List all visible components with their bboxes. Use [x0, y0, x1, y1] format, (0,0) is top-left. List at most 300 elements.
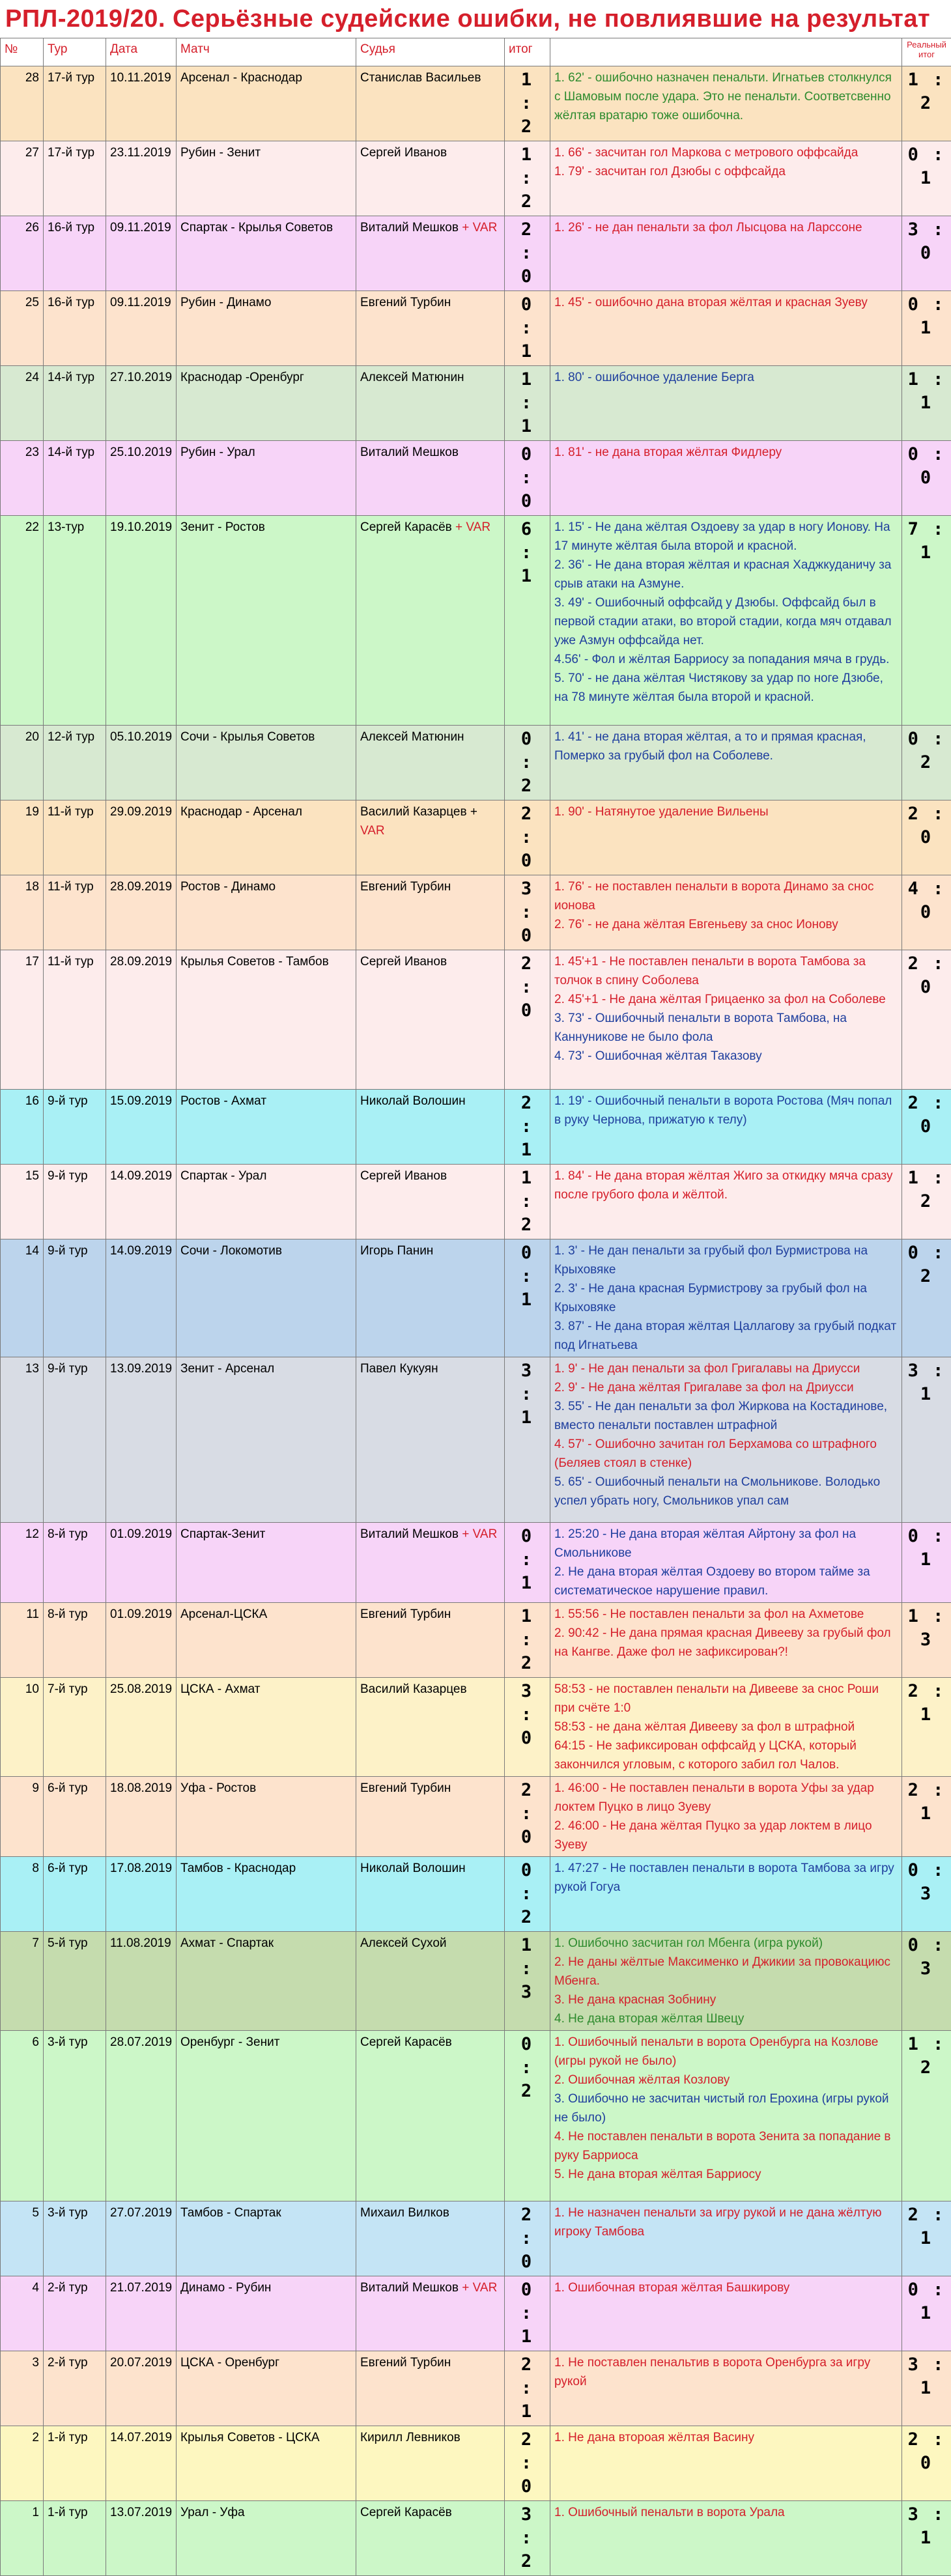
- referee-name: Николай Волошин: [360, 1094, 466, 1108]
- referee-name: Алексей Матюнин: [360, 371, 464, 384]
- description-line: 58:53 - не поставлен пенальти на Дивееве за снос Роши при счёте 1:0: [554, 1680, 898, 1718]
- row-result: 1 : 2: [505, 66, 550, 141]
- row-number: 1: [1, 2501, 44, 2576]
- header-date: Дата: [106, 38, 177, 66]
- row-date: 27.10.2019: [106, 366, 177, 441]
- var-badge: VAR: [360, 824, 385, 838]
- row-round: 9-й тур: [44, 1357, 106, 1523]
- errors-table: [0, 38, 951, 2576]
- row-result: 2 : 0: [505, 216, 550, 291]
- row-number: 17: [1, 950, 44, 1090]
- row-date: 25.10.2019: [106, 441, 177, 516]
- row-round: 9-й тур: [44, 1239, 106, 1357]
- row-match: Ростов - Ахмат: [177, 1090, 356, 1165]
- row-description: [550, 366, 902, 441]
- row-referee: [356, 800, 505, 875]
- description-line: 2. 3' - Не дана красная Бурмистрову за грубый фол на Крыховяке: [554, 1279, 898, 1317]
- description-line: 1. 90' - Натянутое удаление Вильены: [554, 802, 898, 821]
- row-number: 19: [1, 800, 44, 875]
- row-referee: [356, 1357, 505, 1523]
- page-title: РПЛ-2019/20. Серьёзные судейские ошибки, не повлиявшие на результат: [0, 0, 951, 38]
- row-date: 01.09.2019: [106, 1603, 177, 1678]
- row-match: ЦСКА - Ахмат: [177, 1678, 356, 1777]
- row-referee: [356, 1165, 505, 1239]
- description-line: 1. 81' - не дана вторая жёлтая Фидлеру: [554, 443, 898, 462]
- row-date: 05.10.2019: [106, 726, 177, 800]
- row-match: Спартак - Крылья Советов: [177, 216, 356, 291]
- description-line: 1. 25:20 - Не дана вторая жёлтая Айртону за фол на Смольникове: [554, 1525, 898, 1563]
- row-description: [550, 1603, 902, 1678]
- row-match: Тамбов - Краснодар: [177, 1857, 356, 1932]
- row-real-result: 0 : 2: [902, 726, 951, 800]
- row-round: 13-тур: [44, 516, 106, 726]
- row-description: [550, 1357, 902, 1523]
- row-match: Ахмат - Спартак: [177, 1932, 356, 2031]
- description-line: 1. 3' - Не дан пенальти за грубый фол Бурмистрова на Крыховяке: [554, 1241, 898, 1279]
- description-line: 2. 36' - Не дана вторая жёлтая и красная Хаджкуданичу за срыв атаки на Азмуне.: [554, 556, 898, 593]
- row-description: [550, 141, 902, 216]
- row-match: Зенит - Арсенал: [177, 1357, 356, 1523]
- referee-name: Евгений Турбин: [360, 1781, 451, 1795]
- row-number: 6: [1, 2031, 44, 2201]
- row-referee: [356, 141, 505, 216]
- referee-name: Евгений Турбин: [360, 2356, 451, 2370]
- row-match: Урал - Уфа: [177, 2501, 356, 2576]
- row-number: 2: [1, 2426, 44, 2501]
- description-line: 1. Ошибочно засчитан гол Мбенга (игра рукой): [554, 1934, 898, 1953]
- row-referee: [356, 1239, 505, 1357]
- row-date: 28.09.2019: [106, 950, 177, 1090]
- row-date: 27.07.2019: [106, 2201, 177, 2276]
- row-number: 13: [1, 1357, 44, 1523]
- row-date: 13.07.2019: [106, 2501, 177, 2576]
- row-date: 28.07.2019: [106, 2031, 177, 2201]
- row-real-result: 1 : 3: [902, 1603, 951, 1678]
- row-referee: [356, 1678, 505, 1777]
- row-number: 3: [1, 2351, 44, 2426]
- description-line: 3. Ошибочно не засчитан чистый гол Ерохина (игры рукой не было): [554, 2089, 898, 2127]
- row-description: [550, 2426, 902, 2501]
- header-result: итог: [505, 38, 550, 66]
- row-description: [550, 66, 902, 141]
- header-num: №: [1, 38, 44, 66]
- row-referee: [356, 2031, 505, 2201]
- referee-name: Сергей Карасёв: [360, 2506, 452, 2519]
- row-real-result: 0 : 2: [902, 1239, 951, 1357]
- referee-name: Игорь Панин: [360, 1244, 433, 1258]
- description-line: 5. Не дана вторая жёлтая Барриосу: [554, 2165, 898, 2184]
- table-row: [1, 2501, 951, 2576]
- row-number: 14: [1, 1239, 44, 1357]
- row-match: Оренбург - Зенит: [177, 2031, 356, 2201]
- description-line: 1. Ошибочная вторая жёлтая Башкирову: [554, 2278, 898, 2297]
- row-date: 23.11.2019: [106, 141, 177, 216]
- row-date: 13.09.2019: [106, 1357, 177, 1523]
- description-line: 2. Не даны жёлтые Максименко и Джикии за провокациюс Мбенга.: [554, 1953, 898, 1990]
- table-row: [1, 1678, 951, 1777]
- description-line: 1. 45' - ошибочно дана вторая жёлтая и красная Зуеву: [554, 293, 898, 312]
- row-date: 09.11.2019: [106, 291, 177, 366]
- row-result: 0 : 1: [505, 291, 550, 366]
- header-description: [550, 38, 902, 66]
- row-real-result: 3 : 1: [902, 1357, 951, 1523]
- description-line: 1. Не поставлен пенальтив в ворота Оренбурга за игру рукой: [554, 2353, 898, 2391]
- row-real-result: 2 : 1: [902, 1678, 951, 1777]
- description-line: 1. Ошибочный пенальти в ворота Урала: [554, 2503, 898, 2522]
- row-real-result: 1 : 2: [902, 2031, 951, 2201]
- row-result: 1 : 2: [505, 1165, 550, 1239]
- row-match: Арсенал - Краснодар: [177, 66, 356, 141]
- row-referee: [356, 2276, 505, 2351]
- row-number: 12: [1, 1523, 44, 1603]
- referee-name: Василий Казарцев: [360, 1682, 467, 1696]
- row-referee: [356, 1523, 505, 1603]
- row-result: 3 : 1: [505, 1357, 550, 1523]
- row-referee: [356, 1857, 505, 1932]
- description-line: 1. 15' - Не дана жёлтая Оздоеву за удар в ногу Ионову. На 17 минуте жёлтая была второй и красной.: [554, 518, 898, 556]
- table-row: [1, 2201, 951, 2276]
- row-date: 28.09.2019: [106, 875, 177, 950]
- description-line: 4. 57' - Ошибочно зачитан гол Берхамова со штрафного (Беляев стоял в стенке): [554, 1435, 898, 1473]
- row-match: Крылья Советов - ЦСКА: [177, 2426, 356, 2501]
- row-round: 14-й тур: [44, 441, 106, 516]
- row-real-result: 2 : 0: [902, 1090, 951, 1165]
- description-line: 2. 9' - Не дана жёлтая Григалаве за фол на Дриусси: [554, 1378, 898, 1397]
- row-round: 14-й тур: [44, 366, 106, 441]
- row-match: Сочи - Крылья Советов: [177, 726, 356, 800]
- row-description: [550, 2276, 902, 2351]
- row-result: 2 : 1: [505, 2351, 550, 2426]
- row-result: 3 : 2: [505, 2501, 550, 2576]
- row-number: 26: [1, 216, 44, 291]
- table-row: [1, 875, 951, 950]
- row-referee: [356, 216, 505, 291]
- row-description: [550, 1523, 902, 1603]
- table-row: [1, 2426, 951, 2501]
- row-result: 0 : 1: [505, 1239, 550, 1357]
- row-date: 20.07.2019: [106, 2351, 177, 2426]
- referee-name: Виталий Мешков: [360, 221, 459, 234]
- row-result: 2 : 0: [505, 2201, 550, 2276]
- row-real-result: 1 : 1: [902, 366, 951, 441]
- row-description: [550, 1239, 902, 1357]
- referee-name: Евгений Турбин: [360, 880, 451, 894]
- description-line: 2. 90:42 - Не дана прямая красная Дивееву за грубый фол на Кангве. Даже фол не зафиксирован?!: [554, 1624, 898, 1662]
- description-line: 1. 62' - ошибочно назначен пенальти. Игнатьев столкнулся с Шамовым после удара. Это не пенальти. Соответсвенно жёлтая вратарю тоже ошибочна.: [554, 68, 898, 125]
- row-round: 1-й тур: [44, 2426, 106, 2501]
- row-real-result: 3 : 0: [902, 216, 951, 291]
- row-referee: [356, 2426, 505, 2501]
- row-round: 9-й тур: [44, 1165, 106, 1239]
- referee-name: Евгений Турбин: [360, 296, 451, 309]
- row-real-result: 1 : 2: [902, 66, 951, 141]
- description-line: 5. 65' - Ошибочный пенальти на Смольникове. Володько успел убрать ногу, Смольников упал сам: [554, 1473, 898, 1510]
- row-date: 10.11.2019: [106, 66, 177, 141]
- description-line: 1. 79' - засчитан гол Дзюбы с оффсайда: [554, 162, 898, 181]
- description-line: 1. 26' - не дан пенальти за фол Лысцова на Ларссоне: [554, 218, 898, 237]
- row-referee: [356, 1090, 505, 1165]
- row-number: 23: [1, 441, 44, 516]
- row-round: 7-й тур: [44, 1678, 106, 1777]
- row-date: 14.09.2019: [106, 1165, 177, 1239]
- table-row: [1, 1932, 951, 2031]
- description-line: 58:53 - не дана жёлтая Дивееву за фол в штрафной: [554, 1718, 898, 1736]
- row-real-result: 0 : 1: [902, 141, 951, 216]
- row-number: 18: [1, 875, 44, 950]
- table-row: [1, 2351, 951, 2426]
- table-header-row: [1, 38, 951, 66]
- row-description: [550, 2201, 902, 2276]
- row-real-result: 3 : 1: [902, 2351, 951, 2426]
- row-match: Краснодар - Арсенал: [177, 800, 356, 875]
- description-line: 2. 76' - не дана жёлтая Евгеньеву за снос Ионову: [554, 915, 898, 934]
- row-result: 3 : 0: [505, 875, 550, 950]
- row-result: 2 : 0: [505, 1777, 550, 1857]
- var-badge: + VAR: [462, 1527, 497, 1541]
- row-match: Зенит - Ростов: [177, 516, 356, 726]
- row-description: [550, 726, 902, 800]
- row-referee: [356, 726, 505, 800]
- table-row: [1, 291, 951, 366]
- row-round: 12-й тур: [44, 726, 106, 800]
- description-line: 3. 87' - Не дана вторая жёлтая Цаллагову за грубый подкат под Игнатьева: [554, 1317, 898, 1355]
- row-number: 9: [1, 1777, 44, 1857]
- description-line: 1. 80' - ошибочное удаление Берга: [554, 368, 898, 387]
- row-result: 2 : 0: [505, 800, 550, 875]
- var-badge: + VAR: [455, 520, 490, 534]
- row-round: 6-й тур: [44, 1857, 106, 1932]
- referee-name: Виталий Мешков: [360, 1527, 459, 1541]
- table-row: [1, 1523, 951, 1603]
- description-line: 5. 70' - не дана жёлтая Чистякову за удар по ноге Дзюбе, на 78 минуте жёлтая была второй и красной.: [554, 669, 898, 707]
- row-number: 24: [1, 366, 44, 441]
- table-row: [1, 441, 951, 516]
- row-number: 7: [1, 1932, 44, 2031]
- row-match: Ростов - Динамо: [177, 875, 356, 950]
- description-line: 1. 9' - Не дан пенальти за фол Григалавы на Дриусси: [554, 1359, 898, 1378]
- referee-name: Павел Кукуян: [360, 1362, 438, 1376]
- row-round: 11-й тур: [44, 950, 106, 1090]
- row-description: [550, 875, 902, 950]
- row-date: 15.09.2019: [106, 1090, 177, 1165]
- table-row: [1, 950, 951, 1090]
- row-description: [550, 291, 902, 366]
- description-line: 2. 45'+1 - Не дана жёлтая Грицаенко за фол на Соболеве: [554, 990, 898, 1009]
- row-real-result: 3 : 1: [902, 2501, 951, 2576]
- row-result: 3 : 0: [505, 1678, 550, 1777]
- row-referee: [356, 441, 505, 516]
- row-referee: [356, 950, 505, 1090]
- row-date: 09.11.2019: [106, 216, 177, 291]
- table-row: [1, 1357, 951, 1523]
- row-number: 22: [1, 516, 44, 726]
- row-date: 29.09.2019: [106, 800, 177, 875]
- table-row: [1, 2031, 951, 2201]
- row-description: [550, 800, 902, 875]
- referee-name: Сергей Иванов: [360, 955, 447, 969]
- row-number: 15: [1, 1165, 44, 1239]
- row-referee: [356, 366, 505, 441]
- row-referee: [356, 66, 505, 141]
- row-date: 14.07.2019: [106, 2426, 177, 2501]
- row-referee: [356, 2201, 505, 2276]
- var-badge: + VAR: [462, 221, 497, 234]
- description-line: 4.56' - Фол и жёлтая Барриосу за попадания мяча в грудь.: [554, 650, 898, 669]
- table-row: [1, 1239, 951, 1357]
- row-number: 28: [1, 66, 44, 141]
- row-result: 6 : 1: [505, 516, 550, 726]
- description-line: 1. 41' - не дана вторая жёлтая, а то и прямая красная, Померко за грубый фол на Соболеве.: [554, 728, 898, 765]
- table-row: [1, 800, 951, 875]
- row-number: 11: [1, 1603, 44, 1678]
- row-number: 4: [1, 2276, 44, 2351]
- row-match: Рубин - Динамо: [177, 291, 356, 366]
- row-round: 2-й тур: [44, 2351, 106, 2426]
- row-date: 18.08.2019: [106, 1777, 177, 1857]
- row-round: 17-й тур: [44, 66, 106, 141]
- row-match: Арсенал-ЦСКА: [177, 1603, 356, 1678]
- table-row: [1, 1777, 951, 1857]
- table-row: [1, 216, 951, 291]
- description-line: 1. 76' - не поставлен пенальти в ворота Динамо за снос ионова: [554, 877, 898, 915]
- referee-name: Сергей Иванов: [360, 146, 447, 160]
- row-real-result: 0 : 0: [902, 441, 951, 516]
- referee-name: Виталий Мешков: [360, 2281, 459, 2295]
- description-line: 2. 46:00 - Не дана жёлтая Пуцко за удар локтем в лицо Зуеву: [554, 1817, 898, 1854]
- row-result: 0 : 2: [505, 726, 550, 800]
- table-row: [1, 1165, 951, 1239]
- row-round: 3-й тур: [44, 2201, 106, 2276]
- row-match: Спартак-Зенит: [177, 1523, 356, 1603]
- row-description: [550, 1165, 902, 1239]
- row-real-result: 7 : 1: [902, 516, 951, 726]
- referee-name: Алексей Сухой: [360, 1936, 447, 1950]
- row-result: 0 : 0: [505, 441, 550, 516]
- row-description: [550, 2501, 902, 2576]
- row-number: 25: [1, 291, 44, 366]
- row-real-result: 2 : 0: [902, 2426, 951, 2501]
- row-round: 6-й тур: [44, 1777, 106, 1857]
- row-referee: [356, 2351, 505, 2426]
- row-round: 17-й тур: [44, 141, 106, 216]
- row-date: 17.08.2019: [106, 1857, 177, 1932]
- row-round: 5-й тур: [44, 1932, 106, 2031]
- referee-name: Алексей Матюнин: [360, 730, 464, 744]
- row-round: 9-й тур: [44, 1090, 106, 1165]
- table-body: [1, 66, 951, 2576]
- description-line: 1. Не дана второая жёлтая Васину: [554, 2428, 898, 2447]
- row-date: 14.09.2019: [106, 1239, 177, 1357]
- row-description: [550, 950, 902, 1090]
- description-line: 1. 45'+1 - Не поставлен пенальти в ворота Тамбова за толчок в спину Соболева: [554, 952, 898, 990]
- row-description: [550, 516, 902, 726]
- row-round: 8-й тур: [44, 1523, 106, 1603]
- row-date: 01.09.2019: [106, 1523, 177, 1603]
- description-line: 4. Не поставлен пенальти в ворота Зенита за попадание в руку Барриоса: [554, 2127, 898, 2165]
- row-round: 16-й тур: [44, 291, 106, 366]
- row-round: 16-й тур: [44, 216, 106, 291]
- row-match: Тамбов - Спартак: [177, 2201, 356, 2276]
- row-match: Сочи - Локомотив: [177, 1239, 356, 1357]
- row-real-result: 2 : 1: [902, 2201, 951, 2276]
- row-match: Крылья Советов - Тамбов: [177, 950, 356, 1090]
- description-line: 3. Не дана красная Зобнину: [554, 1990, 898, 2009]
- row-result: 2 : 0: [505, 2426, 550, 2501]
- description-line: 1. 84' - Не дана вторая жёлтая Жиго за откидку мяча сразу после грубого фола и жёлтой.: [554, 1167, 898, 1204]
- row-result: 1 : 1: [505, 366, 550, 441]
- description-line: 3. 73' - Ошибочный пенальти в ворота Тамбова, на Каннуникове не было фола: [554, 1009, 898, 1047]
- description-line: 4. 73' - Ошибочная жёлтая Таказову: [554, 1047, 898, 1066]
- referee-name: Сергей Карасёв: [360, 2035, 452, 2049]
- row-round: 8-й тур: [44, 1603, 106, 1678]
- description-line: 64:15 - Не зафиксирован оффсайд у ЦСКА, который закончился угловым, с которого забил гол Чалов.: [554, 1736, 898, 1774]
- table-row: [1, 66, 951, 141]
- row-description: [550, 1932, 902, 2031]
- description-line: 3. 55' - Не дан пенальти за фол Жиркова на Костадинове, вместо пенальти поставлен штрафной: [554, 1397, 898, 1435]
- row-referee: [356, 1777, 505, 1857]
- var-badge: + VAR: [462, 2281, 497, 2295]
- row-date: 21.07.2019: [106, 2276, 177, 2351]
- referee-name: Василий Казарцев +: [360, 805, 477, 819]
- table-row: [1, 1090, 951, 1165]
- row-description: [550, 1678, 902, 1777]
- row-referee: [356, 875, 505, 950]
- row-description: [550, 1090, 902, 1165]
- row-match: Динамо - Рубин: [177, 2276, 356, 2351]
- row-result: 1 : 3: [505, 1932, 550, 2031]
- row-round: 1-й тур: [44, 2501, 106, 2576]
- row-result: 0 : 1: [505, 1523, 550, 1603]
- description-line: 1. Не назначен пенальти за игру рукой и не дана жёлтую игроку Тамбова: [554, 2203, 898, 2241]
- referee-name: Кирилл Левников: [360, 2431, 461, 2444]
- row-result: 0 : 2: [505, 1857, 550, 1932]
- referee-name: Николай Волошин: [360, 1861, 466, 1875]
- row-real-result: 0 : 1: [902, 1523, 951, 1603]
- row-description: [550, 2351, 902, 2426]
- table-row: [1, 726, 951, 800]
- header-referee: Судья: [356, 38, 505, 66]
- row-referee: [356, 516, 505, 726]
- referee-name: Михаил Вилков: [360, 2206, 449, 2220]
- row-number: 8: [1, 1857, 44, 1932]
- row-date: 25.08.2019: [106, 1678, 177, 1777]
- row-result: 2 : 0: [505, 950, 550, 1090]
- row-real-result: 0 : 3: [902, 1932, 951, 2031]
- row-result: 1 : 2: [505, 1603, 550, 1678]
- row-real-result: 2 : 0: [902, 800, 951, 875]
- referee-name: Евгений Турбин: [360, 1607, 451, 1621]
- description-line: 3. 49' - Ошибочный оффсайд у Дзюбы. Оффсайд был в первой стадии атаки, во второй стадии, когда мяч отдавал уже Азмун оффсайда нет.: [554, 593, 898, 650]
- row-description: [550, 441, 902, 516]
- row-number: 16: [1, 1090, 44, 1165]
- table-row: [1, 141, 951, 216]
- row-real-result: 0 : 1: [902, 291, 951, 366]
- row-real-result: 2 : 0: [902, 950, 951, 1090]
- table-row: [1, 1857, 951, 1932]
- table-row: [1, 516, 951, 726]
- row-result: 0 : 1: [505, 2276, 550, 2351]
- row-date: 11.08.2019: [106, 1932, 177, 2031]
- row-description: [550, 1777, 902, 1857]
- row-match: Рубин - Урал: [177, 441, 356, 516]
- row-real-result: 4 : 0: [902, 875, 951, 950]
- row-real-result: 2 : 1: [902, 1777, 951, 1857]
- description-line: 1. 55:56 - Не поставлен пенальти за фол на Ахметове: [554, 1605, 898, 1624]
- row-referee: [356, 291, 505, 366]
- description-line: 2. Ошибочная жёлтая Козлову: [554, 2071, 898, 2089]
- table-row: [1, 1603, 951, 1678]
- row-description: [550, 2031, 902, 2201]
